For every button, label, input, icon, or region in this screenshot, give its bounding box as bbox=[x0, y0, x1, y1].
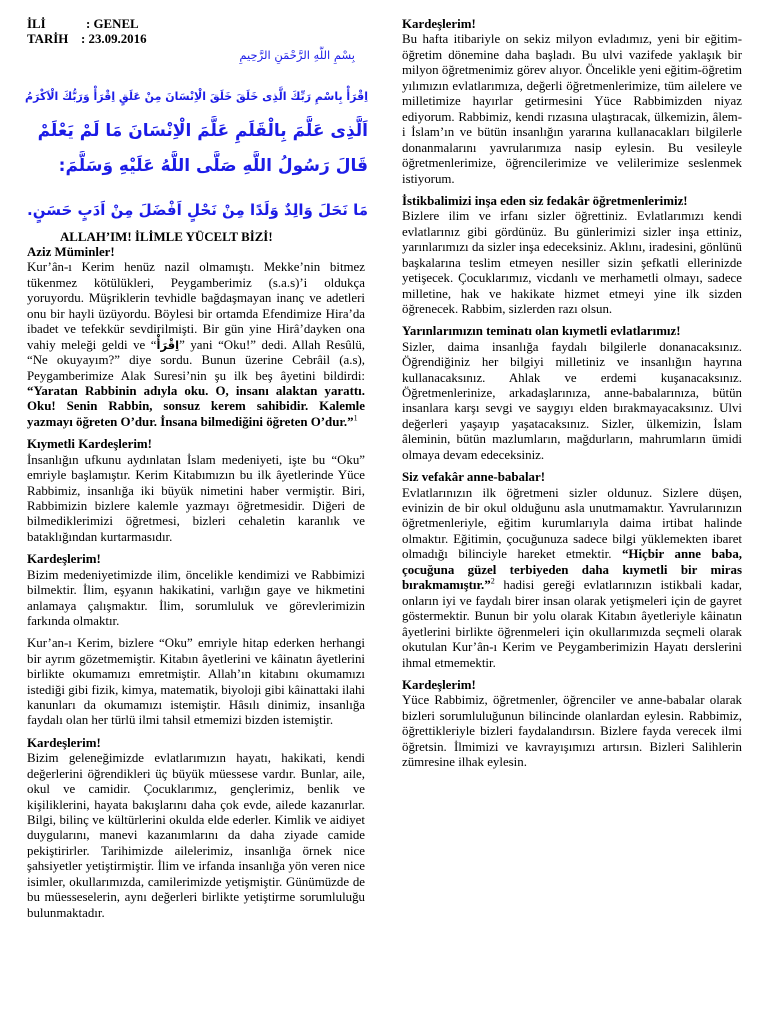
quote-bold: “Hiçbir anne baba, çocuğuna güzel terbiyeden daha kıymetli bir miras bırakmamıştır.” bbox=[402, 547, 742, 593]
section-aziz-muminler bbox=[27, 245, 365, 430]
paragraph: Yüce Rabbimiz, öğretmenler, öğrenciler ve anne-babalar olarak bizleri sorumluluğunun bilincinde olanlardan eylesin. Rabbimiz, öğrettikleriyle bizleri faydalandırsın. Bizlere fayda verecek ilmi öğretsin. İlmimizi ve kavrayışımızı artırsın. Bizleri Salihlerin zümresine ilhak eylesin. bbox=[402, 693, 742, 770]
sermon-title: ALLAH’IM! İLİMLE YÜCELT BİZİ! bbox=[60, 229, 273, 244]
section-students bbox=[402, 324, 742, 463]
section-heading: Kardeşlerim! bbox=[402, 17, 476, 31]
province-line bbox=[27, 17, 365, 32]
section-parents bbox=[402, 470, 742, 671]
footnote-marker: 1 bbox=[353, 413, 358, 423]
section-kardeslerim-1 bbox=[27, 552, 365, 729]
section-teachers bbox=[402, 194, 742, 318]
paragraph bbox=[402, 486, 742, 671]
section-kardeslerim-3 bbox=[402, 17, 742, 187]
verse-line-1: اِقْرَأْ بِاسْمِ رَبِّكَ الَّذِى خَلَقَ خَلَقَ الْاِنْسَانَ مِنْ عَلَقٍ اِقْرَأْ وَرَبُّكَ الْاَكْرَمُ bbox=[25, 89, 368, 103]
section-kardeslerim-closing bbox=[402, 678, 742, 771]
section-heading: Kıymetli Kardeşlerim! bbox=[27, 437, 152, 452]
paragraph-text: Evlatlarınızın ilk öğretmeni sizler oldunuz. Sizlere düşen, evinizin de bir okul olduğunu asla unutmamaktır. Yavrularınızın öğretmenleriyle, eğitim kurumlarıyla daima irtibat halinde olmaktır. Eğitimin, çocuğunuza sadece bilgi yüklemekten ibaret olmadığı bilinciyle hareket etmektir. bbox=[402, 485, 742, 562]
province-value: : GENEL bbox=[86, 17, 139, 31]
paragraph: Bizlere ilim ve irfanı sizler öğrettiniz. Evlatlarımızı kendi evlatlarınız gibi gördünüz. Bu günlerimizi sizler inşa ettiniz, yarınlarımızı da sizler inşa edeceksiniz. Aklını, iradesini, gönlünü başkalarına teslim etmeyen nesiller sizin şefkatli ellerinizde yetişecek. Çocuklarımız, vicdanlı ve merhametli olmayı, sadece milletine, hak ve hakikate hizmet etmeyi yine ilk sizden öğrenecek. Rabbim, sizlerden razı olsun. bbox=[402, 209, 742, 316]
paragraph: Bu hafta itibariyle on sekiz milyon evladımız, yeni bir eğitim-öğretim dönemine daha başladı. Bu ulvi vazifede yaklaşık bir milyon öğretmenimiz görev alıyor. Öncelikle yeni eğitim-öğretim yılımızın evlatlarımıza, değerli öğretmenlerimize, tüm ailelere ve milletimize hayırlar getirmesini Yüce Rabbimizden niyaz ediyorum. Rabbimiz, kendi rızasına ulaştıracak, ülkemizin, âlem-i İslam’ın ve bütün insanlığın yararına kullanacakları bilgilerle donanmalarını yavrularımıza nasip eylesin. Bu vesileyle öğretmenlerimize, öğrencilerimize ve velilerimize seslenmek istiyorum. bbox=[402, 32, 742, 186]
paragraph: Kur’an-ı Kerim, bizlere “Oku” emriyle hitap ederken herhangi bir ayrım gözetmemiştir. Kitabın âyetlerini ve kâinatın âyetlerini birlikte okumamızı emretmiştir. Allah’ın kitabını okumamızı istediği gibi fizik, kimya, matematik, biyoloji gibi kâinattaki ilahi kanunları da okumamızı istemiştir. Hâsılı dinimiz, insanlığa faydalı olan her türlü ilmi tahsil etmemizi bizden istemiştir. bbox=[27, 636, 365, 728]
hadith-intro: قَالَ رَسُولُ اللَّهِ صَلَّى اللَّهُ عَلَيْهِ وَسَلَّمَ: bbox=[58, 155, 368, 176]
paragraph-text: Kur’ân-ı Kerim henüz nazil olmamıştı. Mekke’nin bitmez tükenmez kötülükleri, Peygamberimiz (s.a.s)’i oldukça yoruyordu. Müşriklerin tevhidle bağdaşmayan inanç ve adetleri onu bir hayli üzüyordu. Böylesi bir ortamda Efendimize Hira’da ibadet ve tefekkür sevdirilmişti. Bir gün yine Hirâ’dayken ona vahiy meleği geldi ve “ bbox=[27, 260, 365, 352]
arabic-verses-block bbox=[20, 48, 368, 230]
paragraph-text: ” yani “Oku!” dedi. Allah Resûlü, “Ne okuyayım?” diye sordu. Bunun üzerine Cebrâil (a.s), Peygamberimize Alak Suresi’nin şu ilk beş âyetini bildirdi: bbox=[27, 337, 365, 383]
paragraph: Sizler, daima insanlığa faydalı bilgilerle donanacaksınız. Öğrendiğiniz her bilgiyi milletiniz ve insanlığın hayrına kullanacaksınız. Ahlak ve erdemi kuşanacaksınız. Öğretmenlerinize, arkadaşlarınıza, anne-babalarınıza, bütün insanlara karşı sevgi ve saygıyı elden bırakmayacaksınız. Ulvi değerleri yaşayıp yaşatacaksınız. Sizler, ülkemizin, İslam âleminin, bütün mazlumların, mağdurların, mahrumların ümidi olmaya devam edeceksiniz. bbox=[402, 339, 742, 462]
basmala: بِسْمِ اللَّهِ الرَّحْمَنِ الرَّحِيمِ bbox=[239, 47, 355, 62]
verse-line-2: اَلَّذِى عَلَّمَ بِالْقَلَمِ عَلَّمَ الْاِنْسَانَ مَا لَمْ يَعْلَمْ bbox=[37, 120, 368, 141]
section-heading: Siz vefakâr anne-babalar! bbox=[402, 470, 545, 485]
paragraph: Bizim medeniyetimizde ilim, öncelikle kendimizi ve Rabbimizi bilmektir. İlim, eşyanın hakikatini, varlığın gaye ve hikmetini anlamaya çalışmaktır. İlim, sorumluluk ve görevlerimizin farkında olmaktır. bbox=[27, 567, 365, 628]
section-heading: Kardeşlerim! bbox=[27, 735, 101, 750]
date-label: TARİH bbox=[27, 32, 69, 47]
section-heading: Yarınlarımızın teminatı olan kıymetli evlatlarımız! bbox=[402, 324, 681, 339]
section-heading: Aziz Müminler! bbox=[27, 244, 115, 259]
section-heading: Kardeşlerim! bbox=[402, 677, 476, 692]
footnote-marker: 2 bbox=[490, 576, 495, 586]
paragraph: Bizim geleneğimizde evlatlarımızın hayatı, hakikati, kendi değerlerini öğrendikleri üç büyük müessese vardır. Bunlar, aile, okul ve camidir. Çocuklarımız, gençlerimiz, benlik ve kişiliklerini, hayata bakışlarını daha çok evde, ailede kazanırlar. Bilgi, bilinç ve kültürlerini okulda elde ederler. Kimlik ve aidiyet duygularını, manevi kazanımlarını da daha ziyade camide pekiştirirler. Tarihimizde ailelerimiz, insanlığa örnek nice şahsiyetler yetiştirmiştir. İlim ve irfanda insanlığa yön veren nice isimler, okullarımızda, camilerimizde yetişmiştir. Günümüzde de bu müesseselerin, aynı değerleri birlikte yetiştirme sorumluluğu bulunmaktadır. bbox=[27, 751, 365, 920]
province-label: İLİ bbox=[27, 17, 46, 31]
section-kardeslerim-2 bbox=[27, 736, 365, 921]
left-column bbox=[25, 17, 368, 928]
hadith-text: مَا نَحَلَ وَالِدٌ وَلَدًا مِنْ نَحْلٍ اَفْضَلَ مِنْ اَدَبٍ حَسَنٍ. bbox=[27, 200, 368, 219]
paragraph: İnsanlığın ufkunu aydınlatan İslam medeniyeti, işte bu “Oku” emriyle başlamıştır. Kerim Kitabımızın bu ilk âyetlerinde Yüce Rabbimiz, insanlığa iki büyük nimetini haber vermiştir. Biri, Rabbimizin bizlere kalemle yazmayı öğretmesidir. Diğeri de bilmediklerimizi öğretmesi, bizleri cehaletin karanlık ve bataklığından kurtarmasıdır. bbox=[27, 452, 365, 544]
paragraph bbox=[27, 260, 365, 430]
right-column bbox=[402, 17, 742, 777]
date-value: : 23.09.2016 bbox=[81, 32, 147, 47]
quote-bold: “Yaratan Rabbinin adıyla oku. O, insanı alaktan yarattı. Oku! Senin Rabbin, sonsuz kerem sahibidir. Kalemle yazmayı öğreten O’dur. İnsana bilmediğini öğreten O’dur.” bbox=[27, 384, 365, 429]
paragraph-text: hadisi gereği evlatlarınızın istikbali kadar, onların iyi ve faydalı birer insan olarak yetişmeleri için de gayret göstermektir. Bunun bir yolu olarak Kitabın âyetleriyle kâinatın âyetlerini birlikte öğrenmeleri için okullarımızda seçmeli olarak okutulan Kur’ân-ı Kerim ve Peygamberimizin Hayatı derslerini ihmal etmemektir. bbox=[402, 578, 742, 670]
section-kiymetli-kardeslerim bbox=[27, 437, 365, 545]
arabic-word: اِقْرَأْ bbox=[156, 337, 180, 352]
section-heading: Kardeşlerim! bbox=[27, 552, 101, 567]
section-heading: İstikbalimizi inşa eden siz fedakâr öğretmenlerimiz! bbox=[402, 193, 688, 208]
